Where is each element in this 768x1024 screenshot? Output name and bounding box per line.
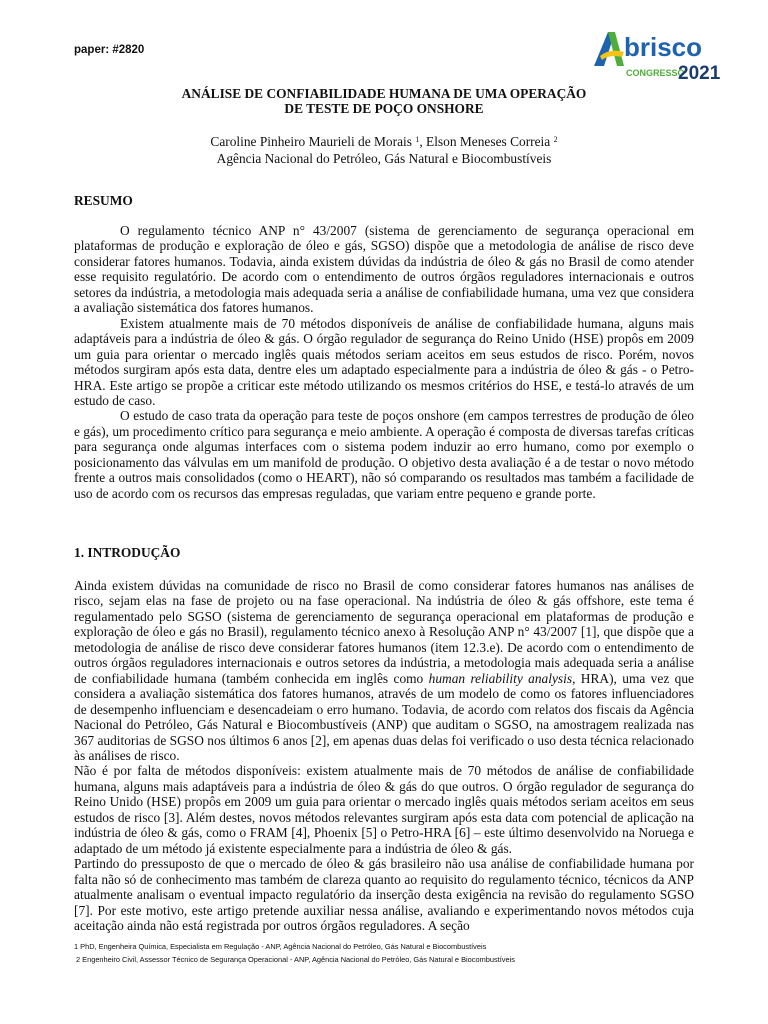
paper-id: paper: #2820 xyxy=(74,44,145,56)
author-separator: , xyxy=(419,134,427,149)
intro-p1-italic: human reliability analysis xyxy=(428,670,573,686)
resumo-body xyxy=(74,223,694,501)
title-line-2: DE TESTE DE POÇO ONSHORE xyxy=(284,101,484,116)
intro-paragraph-1 xyxy=(74,578,694,763)
footnote-2: 2 Engenheiro Civil, Assessor Técnico de Segurança Operacional - ANP, Agência Nacional do Petróleo, Gás Natural e Biocombustíveis xyxy=(76,955,515,964)
paper-title xyxy=(74,86,694,116)
author-1: Caroline Pinheiro Maurieli de Morais xyxy=(210,134,412,149)
logo-brand: brisco xyxy=(624,32,703,62)
affiliation: Agência Nacional do Petróleo, Gás Natural e Biocombustíveis xyxy=(216,151,552,166)
intro-paragraph-2: Não é por falta de métodos disponíveis: existem atualmente mais de 70 métodos de análise de confiabilidade humana, alguns mais adaptáveis para a indústria de óleo & gás do que outros. O órgão regulador de segurança do Reino Unido (HSE) propôs em 2009 um guia para orientar o mercado inglês quais métodos seriam aceitos em seus estudos de risco [3]. Além destes, novos métodos relevantes surgiram após esta data com potencial de aplicação na indústria de óleo & gás, como o FRAM [4], Phoenix [5] o Petro-HRA [6] – este último desenvolvido na Noruega e adaptado de um método já existente especialmente para a indústria de óleo & gás. xyxy=(74,763,694,856)
resumo-paragraph-2: Existem atualmente mais de 70 métodos disponíveis de análise de confiabilidade humana, alguns mais adaptáveis para a indústria de óleo & gás. O órgão regulador de segurança do Reino Unido (HSE) propôs em 2009 um guia para orientar o mercado inglês quais métodos seriam aceitos em seus estudos de risco. Porém, novos métodos surgiram após esta data, dentre eles um adaptado especialmente para a indústria de óleo & gás - o Petro-HRA. Este artigo se propõe a criticar este método utilizando os mesmos critérios do HSE, e testá-lo através de um estudo de caso. xyxy=(74,315,694,408)
author-1-sup: 1 xyxy=(415,135,420,144)
resumo-paragraph-1: O regulamento técnico ANP n° 43/2007 (sistema de gerenciamento de segurança operacional em plataformas de produção e exploração de óleo e gás, SGSO) dispõe que a metodologia de análise de risco deve considerar fatores humanos. Todavia, ainda existem dúvidas da indústria de óleo & gás no Brasil de como atender esse requisito regulatório. De acordo com o entendimento de outros órgãos reguladores internacionais e outros setores da indústria, a metodologia mais adequada seria a análise de confiabilidade humana, uma vez que considera a avaliação sistemática dos fatores humanos. xyxy=(74,223,694,316)
abrisco-logo xyxy=(590,26,720,84)
logo-congress: CONGRESSO xyxy=(626,68,685,78)
authors-block xyxy=(74,131,694,167)
intro-heading: 1. INTRODUÇÃO xyxy=(74,545,181,560)
footnotes xyxy=(74,940,515,966)
author-2: Elson Meneses Correia xyxy=(426,134,551,149)
resumo-paragraph-3: O estudo de caso trata da operação para teste de poços onshore (em campos terrestres de produção de óleo e gás), um procedimento crítico para segurança e meio ambiente. A operação é composta de diversas tarefas críticas para segurança onde algumas interfaces com o sistema podem induzir ao erro humano, como por exemplo o posicionamento das válvulas em um manifold de produção. O objetivo desta avaliação é a de testar o novo método frente a outros mais consolidados (como o HEART), não só comparando os resultados mas também a facilidade de uso de acordo com os recursos das empresas reguladas, que variam entre pequeno e grande porte. xyxy=(74,408,694,501)
title-line-1: ANÁLISE DE CONFIABILIDADE HUMANA DE UMA OPERAÇÃO xyxy=(181,86,587,101)
intro-body xyxy=(74,578,694,933)
author-line xyxy=(74,131,694,150)
resumo-heading: RESUMO xyxy=(74,193,133,208)
logo-year: 2021 xyxy=(678,63,720,84)
intro-p1-part-b: , HRA), uma vez que considera a avaliação sistemática dos fatores humanos, através de um modelo de como os fatores influenciadores de desempenho influenciam e desencadeiam o erro humano. Todavia, de acordo com relatos dos fiscais da Agência Nacional do Petróleo, Gás Natural e Biocombustíveis (ANP) que auditam o SGSO, na amostragem realizada nas 367 auditorias de SGSO nos últimos 6 anos [2], em apenas duas delas foi verificado o uso desta técnica relacionado às análises de risco. xyxy=(74,670,694,763)
intro-p1-part-a: Ainda existem dúvidas na comunidade de risco no Brasil de como considerar fatores humanos nas análises de risco, sejam elas na fase de projeto ou na fase operacional. Na indústria de óleo & gás offshore, este tema é regulamentado pelo SGSO (sistema de gerenciamento de segurança operacional em plataformas de produção e exploração de óleo e gás no Brasil), regulamento técnico anexo à Resolução ANP n° 43/2007 [1], que dispõe que a metodologia de análise de risco deve considerar fatores humanos (item 12.3.e). De acordo com o entendimento de outros órgãos reguladores internacionais e outros setores da indústria, a metodologia mais adequada seria a análise de confiabilidade humana (também conhecida em inglês como xyxy=(74,578,694,686)
footnote-1: 1 PhD, Engenheira Química, Especialista em Regulação - ANP, Agência Nacional do Petróleo, Gás Natural e Biocombustíveis xyxy=(74,942,487,951)
intro-paragraph-3: Partindo do pressuposto de que o mercado de óleo & gás brasileiro não usa análise de confiabilidade humana por falta não só de conhecimento mas também de clareza quanto ao requisito do regulamento técnico, técnicos da ANP atualmente analisam o eventual impacto regulatório da inserção desta exigência na revisão do regulamento SGSO [7]. Por este motivo, este artigo pretende auxiliar nessa análise, avaliando e experimentando novos métodos cuja aceitação ainda não está registrada por outros órgãos reguladores. A seção xyxy=(74,856,694,933)
author-2-sup: 2 xyxy=(553,135,558,144)
